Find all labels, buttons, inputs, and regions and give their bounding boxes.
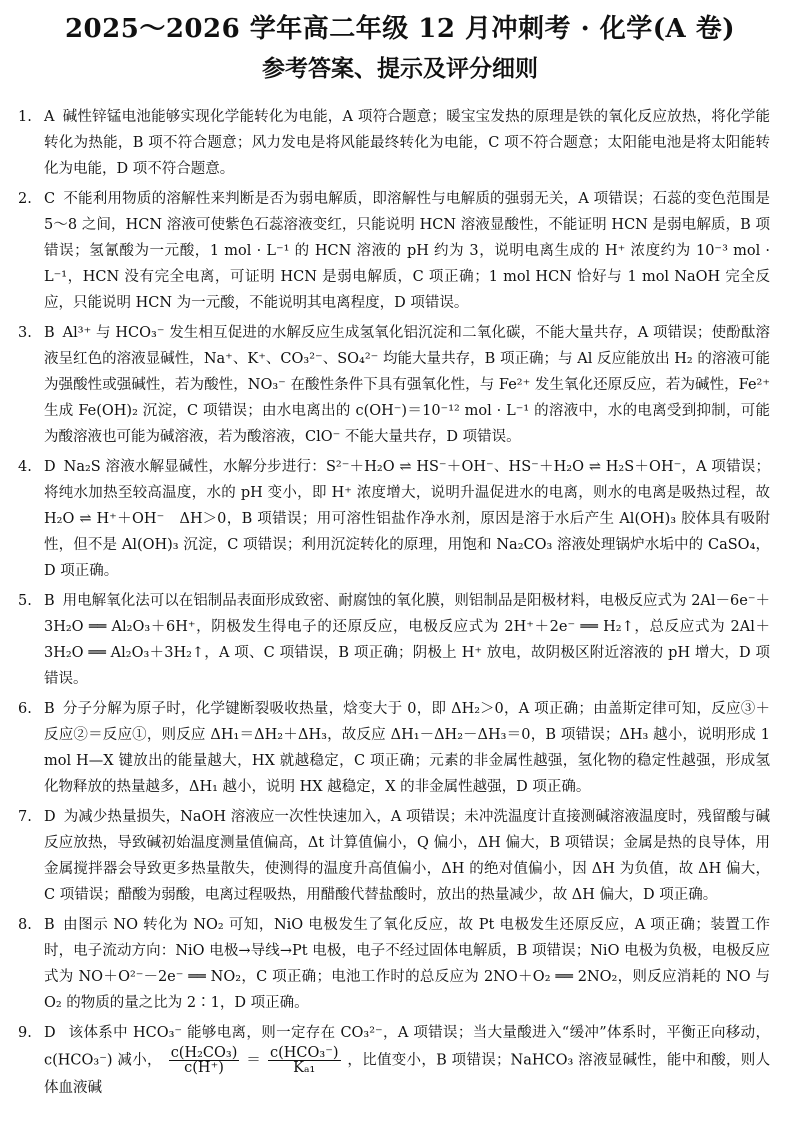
item-answer: B (44, 593, 55, 609)
answer-item-3 (18, 320, 770, 450)
answer-item-5 (18, 588, 770, 692)
item-explanation: 碱性锌锰电池能够实现化学能转化为电能，A 项符合题意；暖宝宝发热的原理是铁的氧化反应放热，将化学能转化为热能，B 项不符合题意；风力发电是将风能最终转化为电能，C 项不符合题意；太阳能电池是将太阳能转化为电能，D 项不符合题意。 (44, 109, 770, 177)
item-number: 6. (18, 701, 32, 717)
item-explanation: Al³⁺ 与 HCO₃⁻ 发生相互促进的水解反应生成氢氧化铝沉淀和二氧化碳，不能大量共存，A 项错误；使酚酞溶液呈红色的溶液显碱性，Na⁺、K⁺、CO₃²⁻、SO₄²⁻ 均能大量共存，B 项正确；与 Al 反应能放出 H₂ 的溶液可能为强酸性或强碱性，若为酸性，NO₃⁻ 在酸性条件下具有强氧化性，与 Fe²⁺ 发生氧化还原反应，若为碱性，Fe²⁺ 生成 Fe(OH)₂ 沉淀，C 项错误；由水电离出的 c(OH⁻)＝10⁻¹² mol · L⁻¹ 的溶液中，水的电离受到抑制，可能为酸溶液也可能为碱溶液，若为酸溶液，ClO⁻ 不能大量共存，D 项错误。 (44, 325, 770, 445)
item-explanation: 不能利用物质的溶解性来判断是否为弱电解质，即溶解性与电解质的强弱无关，A 项错误；石蕊的变色范围是 5～8 之间，HCN 溶液可使紫色石蕊溶液变红，只能说明 HCN 溶液显酸性，不能证明 HCN 是弱电解质，B 项错误；氢氰酸为一元酸，1 mol · L⁻¹ 的 HCN 溶液的 pH 约为 3，说明电离生成的 H⁺ 浓度约为 10⁻³ mol · L⁻¹，HCN 没有完全电离，可证明 HCN 是弱电解质，C 项正确；1 mol HCN 恰好与 1 mol NaOH 完全反应，只能说明 HCN 为一元酸，不能说明其电离程度，D 项错误。 (44, 191, 770, 311)
item-number: 3. (18, 325, 32, 341)
item-explanation: 为减少热量损失，NaOH 溶液应一次性快速加入，A 项错误；未冲洗温度计直接测碱溶液温度时，残留酸与碱反应放热，导致碱初始温度测量值偏高，Δt 计算值偏小，Q 偏小，ΔH 偏大，B 项错误；金属是热的良导体，用金属搅拌器会导致更多热量散失，使测得的温度升高值偏小，ΔH 的绝对值偏小，因 ΔH 为负值，故 ΔH 偏大，C 项错误；醋酸为弱酸，电离过程吸热，用醋酸代替盐酸时，放出的热量减少，故 ΔH 偏大，D 项正确。 (44, 809, 770, 903)
item-explanation: 用电解氧化法可以在铝制品表面形成致密、耐腐蚀的氧化膜，则铝制品是阳极材料，电极反应式为 2Al－6e⁻＋3H₂O ══ Al₂O₃＋6H⁺，阴极发生得电子的还原反应，电极反应式为 2H⁺＋2e⁻ ══ H₂↑，总反应式为 2Al＋3H₂O ══ Al₂O₃＋3H₂↑，A 项、C 项错误，B 项正确；阴极上 H⁺ 放电，故阴极区附近溶液的 pH 增大，D 项错误。 (44, 593, 770, 687)
item-text-c: ，比值变小，B 项错误；NaHCO₃ 溶液显碱性，能中和酸，则人体血液碱 (44, 1052, 771, 1096)
fraction-denominator: c(H⁺) (184, 1060, 224, 1076)
fraction-hco3-over-ka (268, 1046, 341, 1075)
page-title: 2025～2026 学年高二年级 12 月冲刺考 · 化学(A 卷) (64, 14, 736, 44)
fraction-denominator: Kₐ₁ (293, 1060, 316, 1076)
item-number: 9. (18, 1025, 32, 1041)
fraction-numerator: c(H₂CO₃) (170, 1045, 238, 1061)
item-number: 8. (18, 917, 32, 933)
answer-item-2 (18, 186, 770, 316)
answer-item-8 (18, 912, 770, 1016)
item-text-b: c(HCO₃⁻) 减小， (44, 1052, 162, 1069)
item-explanation: 由图示 NO 转化为 NO₂ 可知，NiO 电极发生了氧化反应，故 Pt 电极发生还原反应，A 项正确；装置工作时，电子流动方向：NiO 电极→导线→Pt 电极，电子不经过固体电解质，B 项错误；NiO 电极为负极，电极反应式为 NO＋O²⁻－2e⁻ ══ NO₂，C 项正确；电池工作时的总反应为 2NO＋O₂ ══ 2NO₂，则反应消耗的 NO 与 O₂ 的物质的量之比为 2∶1，D 项正确。 (44, 917, 770, 1011)
answer-item-6 (18, 696, 770, 800)
equals-sign: ＝ (246, 1052, 262, 1069)
item-answer: D (44, 459, 56, 475)
item-number: 1. (18, 109, 32, 125)
item-answer: C (44, 191, 56, 207)
item-text-a: 该体系中 HCO₃⁻ 能够电离，则一定存在 CO₃²⁻，A 项错误；当大量酸进入“缓冲”体系时，平衡正向移动， (68, 1025, 771, 1041)
answer-item-9 (18, 1020, 770, 1101)
fraction-numerator: c(HCO₃⁻) (269, 1045, 339, 1061)
item-answer: D (44, 809, 56, 825)
item-answer: A (44, 109, 55, 125)
answer-item-7 (18, 804, 770, 908)
item-number: 7. (18, 809, 32, 825)
fraction-h2co3-over-h (169, 1046, 240, 1075)
answer-item-4 (18, 454, 770, 584)
answer-item-1 (18, 104, 770, 182)
item-number: 4. (18, 459, 32, 475)
item-number: 2. (18, 191, 32, 207)
item-answer: B (44, 701, 55, 717)
item-number: 5. (18, 593, 32, 609)
answer-list (18, 104, 770, 1105)
item-explanation: 分子分解为原子时，化学键断裂吸收热量，焓变大于 0，即 ΔH₂＞0，A 项正确；由盖斯定律可知，反应③＋反应②＝反应①，则反应 ΔH₁＝ΔH₂＋ΔH₃，故反应 ΔH₁－ΔH₂－ΔH₃＝0，B 项错误；ΔH₃ 越小，说明形成 1 mol H—X 键放出的能量越大，HX 就越稳定，C 项正确；元素的非金属性越强，氢化物的稳定性越强，形成氢化物释放的热量越多，ΔH₁ 越小，说明 HX 越稳定，X 的非金属性越强，D 项正确。 (44, 701, 770, 795)
item-answer: D (44, 1025, 56, 1041)
item-answer: B (44, 917, 55, 933)
page-subtitle: 参考答案、提示及评分细则 (262, 55, 538, 82)
item-explanation: Na₂S 溶液水解显碱性，水解分步进行：S²⁻＋H₂O ⇌ HS⁻＋OH⁻、HS⁻＋H₂O ⇌ H₂S＋OH⁻，A 项错误；将纯水加热至较高温度，水的 pH 变小，即 H⁺ 浓度增大，说明升温促进水的电离，则水的电离是吸热过程，故 H₂O ⇌ H⁺＋OH⁻ ΔH＞0，B 项错误；用可溶性铝盐作净水剂，原因是溶于水后产生 Al(OH)₃ 胶体具有吸附性，但不是 Al(OH)₃ 沉淀，C 项错误；利用沉淀转化的原理，用饱和 Na₂CO₃ 溶液处理锅炉水垢中的 CaSO₄，D 项正确。 (44, 459, 770, 579)
item-answer: B (44, 325, 55, 341)
